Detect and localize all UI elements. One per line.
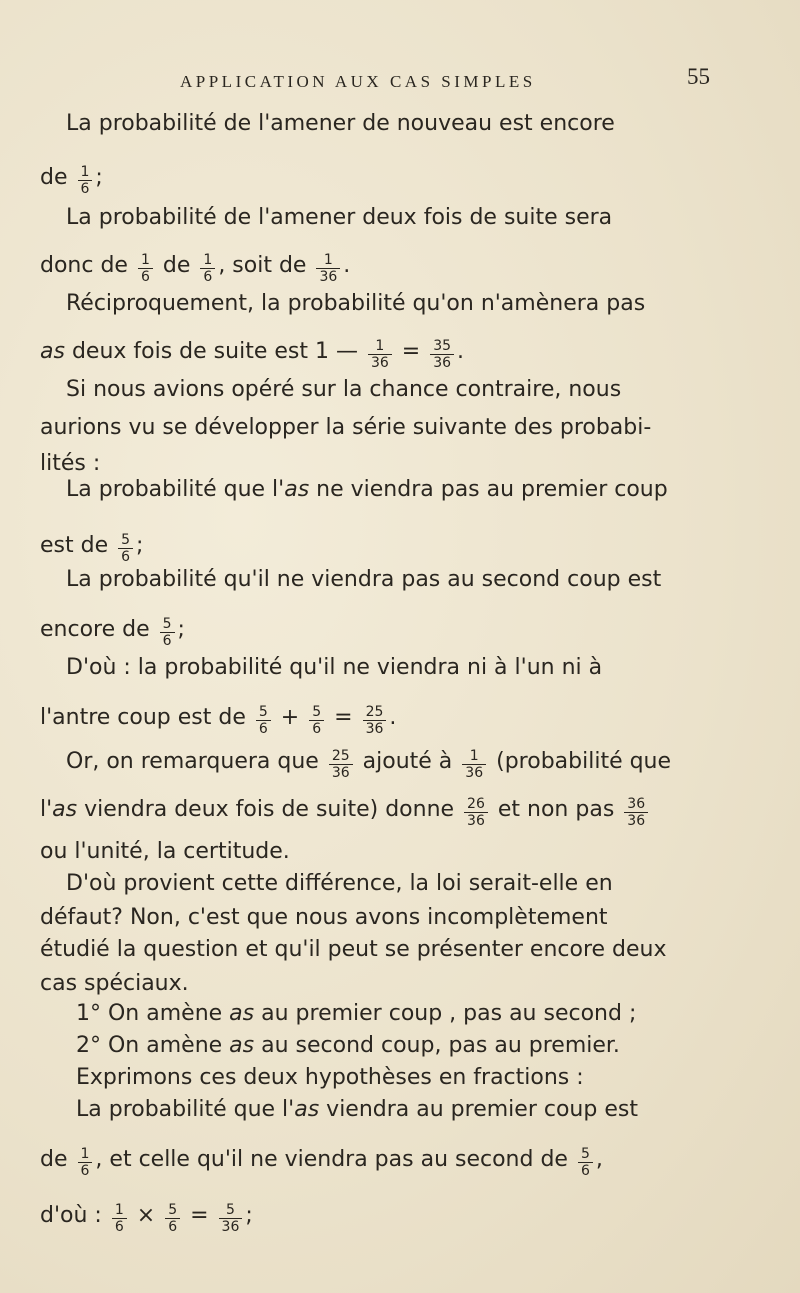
line-text: est de $\frac{5}{6}$ ; bbox=[40, 531, 144, 565]
line-text: La probabilité qu'il ne viendra pas au second coup est bbox=[66, 567, 662, 592]
text-line bbox=[0, 790, 800, 830]
line-text: encore de $\frac{5}{6}$ ; bbox=[40, 615, 185, 649]
line-text: La probabilité de l'amener deux fois de suite sera bbox=[66, 205, 613, 230]
fraction: $\frac{5}{6}$ bbox=[309, 704, 324, 737]
text-line bbox=[0, 470, 800, 510]
line-text: aurions vu se développer la série suivante des probabi- bbox=[40, 415, 652, 440]
line-text: La probabilité que l'as ne viendra pas au premier coup bbox=[66, 477, 668, 502]
text-line bbox=[0, 104, 800, 144]
text-line bbox=[0, 246, 800, 286]
text-line bbox=[0, 1090, 800, 1130]
line-text: d'où : $\frac{1}{6}$ × $\frac{5}{6}$ = $\frac{5}{36}$ ; bbox=[40, 1201, 253, 1235]
text-line bbox=[0, 698, 800, 738]
line-text: D'où : la probabilité qu'il ne viendra ni à l'un ni à bbox=[66, 655, 603, 680]
line-text: Exprimons ces deux hypothèses en fractions : bbox=[76, 1065, 584, 1090]
text-line bbox=[0, 560, 800, 600]
text-line bbox=[0, 370, 800, 410]
line-text: Réciproquement, la probabilité qu'on n'amènera pas bbox=[66, 291, 646, 316]
fraction: $\frac{25}{36}$ bbox=[329, 748, 353, 781]
line-text: as deux fois de suite est 1 — $\frac{1}{36}$ = $\frac{35}{36}$ . bbox=[40, 337, 465, 371]
fraction: $\frac{5}{6}$ bbox=[256, 704, 271, 737]
line-text: lités : bbox=[40, 451, 101, 476]
fraction: $\frac{1}{6}$ bbox=[78, 1146, 93, 1179]
fraction: $\frac{5}{6}$ bbox=[118, 532, 133, 565]
fraction: $\frac{5}{36}$ bbox=[219, 1202, 243, 1235]
line-text: l'as viendra deux fois de suite) donne $\frac{26}{36}$ et non pas $\frac{36}{36}$ bbox=[40, 790, 651, 830]
fraction: $\frac{26}{36}$ bbox=[464, 796, 488, 829]
line-text: 2° On amène as au second coup, pas au premier. bbox=[76, 1033, 620, 1058]
text-line bbox=[0, 158, 800, 198]
running-header bbox=[180, 62, 710, 98]
line-text: donc de $\frac{1}{6}$ de $\frac{1}{6}$ , soit de $\frac{1}{36}$ . bbox=[40, 251, 351, 285]
line-text: D'où provient cette différence, la loi serait-elle en bbox=[66, 871, 613, 896]
fraction: $\frac{35}{36}$ bbox=[430, 338, 454, 371]
line-text: l'antre coup est de $\frac{5}{6}$ + $\frac{5}{6}$ = $\frac{25}{36}$ . bbox=[40, 703, 397, 737]
text-line bbox=[0, 198, 800, 238]
text-line bbox=[0, 332, 800, 372]
line-text: 1° On amène as au premier coup , pas au second ; bbox=[76, 1001, 637, 1026]
text-line bbox=[0, 408, 800, 448]
line-text: étudié la question et qu'il peut se présenter encore deux bbox=[40, 937, 667, 962]
line-text: de $\frac{1}{6}$ ; bbox=[40, 163, 103, 197]
text-line bbox=[0, 648, 800, 688]
line-text: de $\frac{1}{6}$ , et celle qu'il ne viendra pas au second de $\frac{5}{6}$ , bbox=[40, 1145, 603, 1179]
fraction: $\frac{1}{36}$ bbox=[462, 748, 486, 781]
fraction: $\frac{5}{6}$ bbox=[578, 1146, 593, 1179]
fraction: $\frac{5}{6}$ bbox=[160, 616, 175, 649]
fraction: $\frac{25}{36}$ bbox=[363, 704, 387, 737]
line-text: ou l'unité, la certitude. bbox=[40, 839, 290, 864]
line-text: défaut? Non, c'est que nous avons incomplètement bbox=[40, 905, 608, 930]
text-line bbox=[0, 1196, 800, 1236]
text-line bbox=[0, 610, 800, 650]
fraction: $\frac{36}{36}$ bbox=[624, 796, 648, 829]
fraction: $\frac{1}{6}$ bbox=[112, 1202, 127, 1235]
text-line bbox=[0, 742, 800, 782]
line-text: La probabilité que l'as viendra au premier coup est bbox=[76, 1097, 638, 1122]
fraction: $\frac{1}{6}$ bbox=[200, 252, 215, 285]
running-title: APPLICATION AUX CAS SIMPLES bbox=[180, 72, 536, 91]
fraction: $\frac{1}{6}$ bbox=[78, 164, 93, 197]
fraction: $\frac{5}{6}$ bbox=[165, 1202, 180, 1235]
line-text: Or, on remarquera que $\frac{25}{36}$ ajouté à $\frac{1}{36}$ (probabilité que bbox=[66, 747, 672, 781]
page-number: 55 bbox=[687, 64, 710, 89]
fraction: $\frac{1}{6}$ bbox=[138, 252, 153, 285]
line-text: La probabilité de l'amener de nouveau est encore bbox=[66, 111, 615, 136]
line-text: cas spéciaux. bbox=[40, 971, 189, 996]
fraction: $\frac{1}{36}$ bbox=[316, 252, 340, 285]
line-text: Si nous avions opéré sur la chance contraire, nous bbox=[66, 377, 622, 402]
text-line bbox=[0, 284, 800, 324]
fraction: $\frac{1}{36}$ bbox=[368, 338, 392, 371]
text-line bbox=[0, 1140, 800, 1180]
